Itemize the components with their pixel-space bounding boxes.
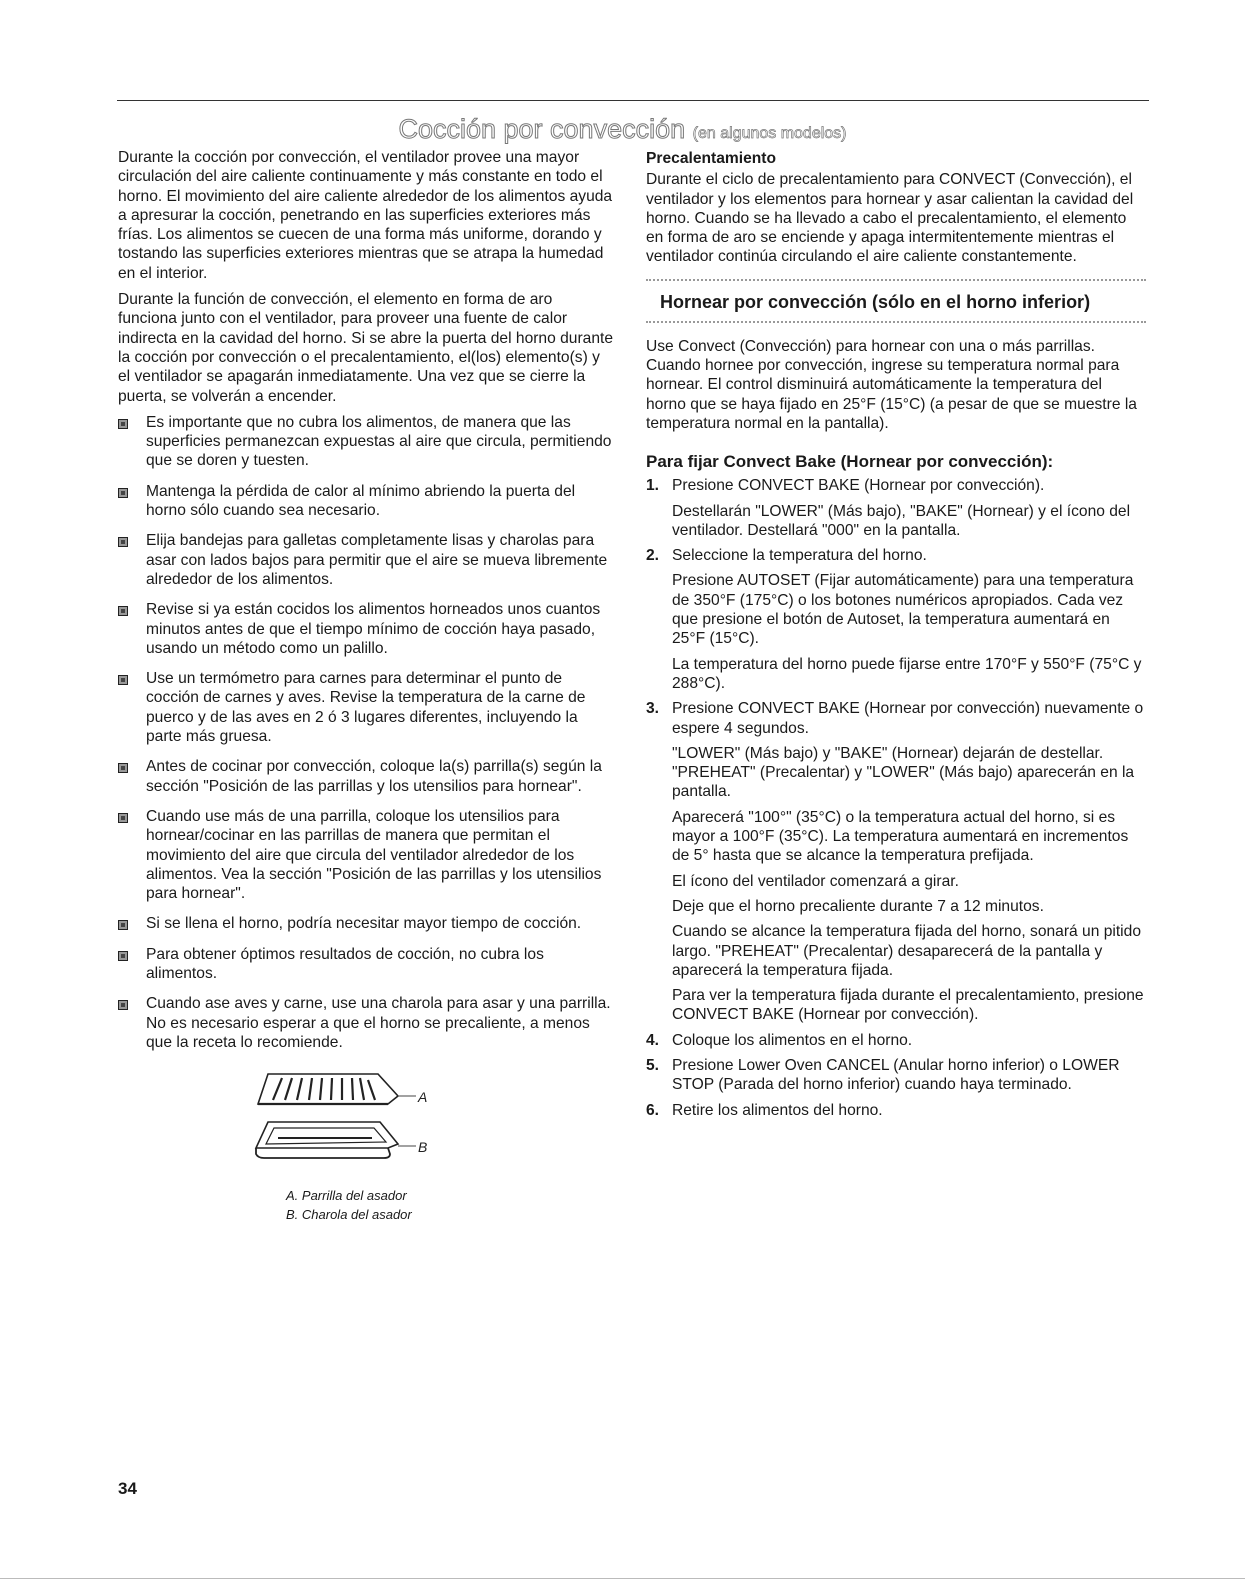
square-bullet-icon	[118, 419, 128, 429]
step-number: 3.	[646, 700, 660, 718]
list-item: Si se llena el horno, podría necesitar mayor tiempo de cocción.	[118, 914, 613, 933]
caption-b: B. Charola del asador	[286, 1207, 412, 1223]
square-bullet-icon	[118, 920, 128, 930]
step-number: 2.	[646, 547, 660, 565]
step-note: Cuando se alcance la temperatura fijada del horno, sonará un pitido largo. "PREHEAT" (Precalentar) desaparecerá de la pantalla y aparecerá la temperatura fijada.	[672, 923, 1141, 979]
list-item: Para obtener óptimos resultados de cocción, no cubra los alimentos.	[118, 945, 613, 984]
list-item: Es importante que no cubra los alimentos, de manera que las superficies permanezcan expuestas al aire que circula, permitiendo que se doren y tuesten.	[118, 413, 613, 471]
step-item	[646, 546, 1146, 693]
step-item	[646, 1101, 1146, 1120]
step-number: 5.	[646, 1056, 660, 1074]
list-item: Revise si ya están cocidos los alimentos horneados unos cuantos minutos antes de que el tiempo mínimo de cocción haya pasado, usando un método como un palillo.	[118, 600, 613, 658]
steps-list	[646, 476, 1146, 1120]
square-bullet-icon	[118, 606, 128, 616]
square-bullet-icon	[118, 1000, 128, 1010]
step-text: Retire los alimentos del horno.	[672, 1101, 883, 1119]
preheat-heading: Precalentamiento	[646, 150, 776, 167]
step-text: Coloque los alimentos en el horno.	[672, 1031, 913, 1049]
step-note: El ícono del ventilador comenzará a girar.	[672, 872, 959, 890]
list-item: Cuando use más de una parrilla, coloque los utensilios para hornear/cocinar en las parrillas de manera que permitan el movimiento del aire que circula del ventilador alrededor de los alimentos. Vea la sección "Posición de las parrillas y los utensilios para hornear".	[118, 807, 613, 903]
step-note: "LOWER" (Más bajo) y "BAKE" (Hornear) dejarán de destellar. "PREHEAT" (Precalentar) y "LOWER" (Más bajo) aparecerán en la pantalla.	[672, 744, 1135, 801]
right-column	[646, 148, 1146, 1126]
square-bullet-icon	[118, 488, 128, 498]
section-title: Hornear por convección (sólo en el horno inferior)	[660, 291, 1091, 312]
caption-a: A. Parrilla del asador	[286, 1188, 407, 1204]
step-note: La temperatura del horno puede fijarse entre 170°F y 550°F (75°C y 288°C).	[672, 655, 1142, 692]
intro-paragraph: Durante la cocción por convección, el ventilador provee una mayor circulación del aire caliente continuamente y más constante en todo el horno. El movimiento del aire caliente alrededor de los alimentos ayuda a apresurar la cocción, penetrando en las superficies exteriores más frías. Los alimentos se cuecen de una forma más uniforme, dorando y tostando las superficies exteriores mientras que se atrapa la humedad en el interior.	[118, 149, 613, 282]
step-text: Presione Lower Oven CANCEL (Anular horno inferior) o LOWER STOP (Parada del horno inferior) cuando haya terminado.	[672, 1056, 1120, 1094]
label-a: A	[418, 1089, 428, 1106]
step-note: Deje que el horno precaliente durante 7 a 12 minutos.	[672, 897, 1044, 915]
step-note: Destellarán "LOWER" (Más bajo), "BAKE" (Hornear) y el ícono del ventilador. Destellará "000" en la pantalla.	[672, 502, 1131, 539]
page-title	[0, 113, 1245, 150]
title-main: Cocción por convección	[398, 114, 686, 144]
steps-heading: Para fijar Convect Bake (Hornear por convección):	[646, 452, 1054, 472]
square-bullet-icon	[118, 763, 128, 773]
dotted-rule-top	[646, 279, 1146, 281]
step-item	[646, 1031, 1146, 1050]
label-b: B	[418, 1139, 428, 1156]
square-bullet-icon	[118, 813, 128, 823]
top-rule	[117, 100, 1149, 101]
step-number: 6.	[646, 1101, 660, 1119]
step-number: 4.	[646, 1031, 660, 1049]
list-item: Elija bandejas para galletas completamente lisas y charolas para asar con lados bajos para permitir que el aire se mueva libremente alrededor de los alimentos.	[118, 531, 613, 589]
step-item	[646, 476, 1146, 540]
preheat-paragraph: Durante el ciclo de precalentamiento para CONVECT (Convección), el ventilador y los elementos para hornear y asar calientan la cavidad del horno. Cuando se ha llevado a cabo el precalentamiento, el elemento en forma de aro se enciende y apaga intermitentemente mientras el ventilador continúa circulando el aire caliente constantemente.	[646, 171, 1134, 266]
section-paragraph: Use Convect (Convección) para hornear con una o más parrillas. Cuando hornee por convección, ingrese su temperatura normal para hornear. El control disminuirá automáticamente la temperatura del horno que se haya fijado en 25°F (15°C) (a pesar de que se muestre la temperatura normal en la pantalla).	[646, 337, 1137, 432]
square-bullet-icon	[118, 951, 128, 961]
title-subtitle: (en algunos modelos)	[692, 125, 847, 142]
step-text: Seleccione la temperatura del horno.	[672, 547, 927, 565]
figure-caption	[286, 1186, 412, 1224]
square-bullet-icon	[118, 675, 128, 685]
list-item: Antes de cocinar por convección, coloque la(s) parrilla(s) según la sección "Posición de las parrillas y los utensilios para hornear".	[118, 757, 613, 796]
tips-list	[118, 413, 613, 1052]
list-item: Use un termómetro para carnes para determinar el punto de cocción de carnes y aves. Revise la temperatura de la carne de puerco y de las aves en 2 ó 3 lugares diferentes, incluyendo la parte más gruesa.	[118, 669, 613, 746]
broiler-figure	[118, 1066, 613, 1226]
step-note: Para ver la temperatura fijada durante el precalentamiento, presione CONVECT BAKE (Hornear por convección).	[672, 987, 1144, 1024]
step-note: Aparecerá "100°" (35°C) o la temperatura actual del horno, si es mayor a 100°F (35°C). La temperatura aumentará en incrementos de 5° hasta que se alcance la temperatura prefijada.	[672, 808, 1129, 865]
left-column	[118, 148, 613, 1226]
step-text: Presione CONVECT BAKE (Hornear por convección) nuevamente o espere 4 segundos.	[672, 700, 1144, 737]
function-paragraph: Durante la función de convección, el elemento en forma de aro funciona junto con el ventilador, para proveer una fuente de calor indirecta en la cavidad del horno. Si se abre la puerta del horno durante la cocción por convección o el precalentamiento, el(los) elemento(s) y el ventilador se apagarán inmediatamente. Una vez que se cierre la puerta, se volverán a encender.	[118, 291, 613, 405]
square-bullet-icon	[118, 537, 128, 547]
step-note: Presione AUTOSET (Fijar automáticamente) para una temperatura de 350°F (175°C) o los botones numéricos apropiados. Cada vez que presione el botón de Autoset, la temperatura aumentará en 25°F (15°C).	[672, 572, 1134, 648]
broiler-pan-drawing	[256, 1122, 416, 1158]
dotted-rule-bottom	[646, 321, 1146, 323]
list-item: Cuando ase aves y carne, use una charola para asar y una parrilla. No es necesario esperar a que el horno se precaliente, a menos que la receta lo recomiende.	[118, 994, 613, 1052]
step-text: Presione CONVECT BAKE (Hornear por convección).	[672, 477, 1045, 495]
broiler-grid-drawing	[258, 1074, 416, 1104]
broiler-pan-illustration	[238, 1066, 468, 1176]
step-item	[646, 1056, 1146, 1095]
section-header	[646, 279, 1146, 323]
step-item	[646, 699, 1146, 1024]
bottom-rule	[0, 1578, 1245, 1579]
page-number: 34	[118, 1479, 137, 1498]
list-item: Mantenga la pérdida de calor al mínimo abriendo la puerta del horno sólo cuando sea necesario.	[118, 482, 613, 521]
step-number: 1.	[646, 477, 660, 495]
